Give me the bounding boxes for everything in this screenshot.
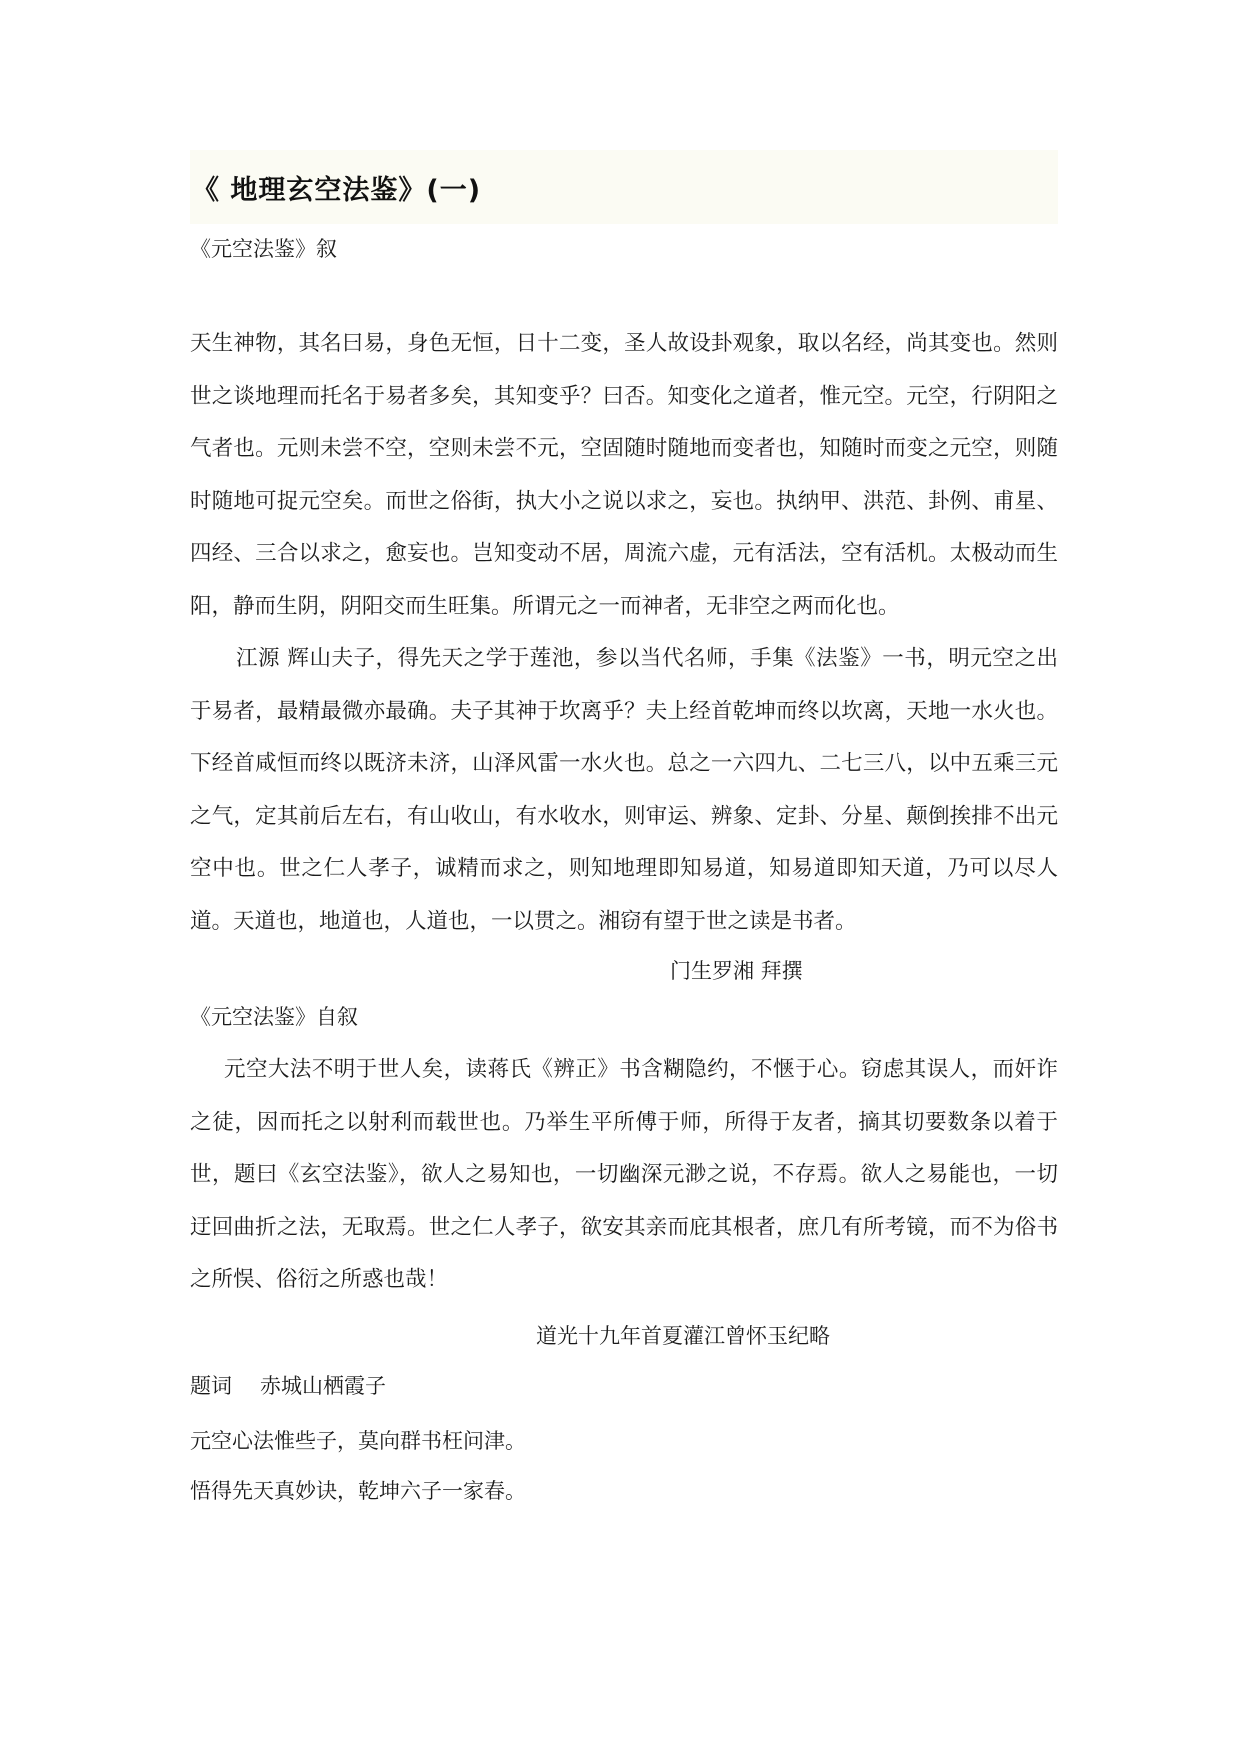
self-preface-signature: 道光十九年首夏灌江曾怀玉纪略 xyxy=(536,1323,830,1348)
self-preface-paragraph: 元空大法不明于世人矣，读蒋氏《辨正》书含糊隐约，不惬于心。窃虑其误人，而奸诈之徒，因而托之以射利而载世也。乃举生平所傅于师，所得于友者，摘其切要数条以着于世，题曰《玄空法鉴》，欲人之易知也，一切幽深元渺之说，不存焉。欲人之易能也，一切迂回曲折之法，无取焉。世之仁人孝子，欲安其亲而庇其根者，庶几有所考镜，而不为俗书之所悮、俗衍之所惑也哉！ xyxy=(190,1057,1058,1292)
verse-line-2: 悟得先天真妙诀，乾坤六子一家春。 xyxy=(190,1478,526,1503)
document-page xyxy=(190,150,1058,1508)
inscription-line xyxy=(190,1369,1058,1403)
inscription-label: 题词 xyxy=(190,1373,232,1398)
self-preface-heading: 《元空法鉴》自叙 xyxy=(190,1005,358,1029)
preface-signature: 门生罗湘 拜撰 xyxy=(670,959,803,983)
title-bar xyxy=(190,150,1058,224)
document-title: 《 地理玄空法鉴》(一) xyxy=(192,174,482,206)
preface-paragraph-2: 江源 辉山夫子，得先天之学于莲池，参以当代名师，手集《法鉴》一书，明元空之出于易者，最精最微亦最确。夫子其神于坎离乎？夫上经首乾坤而终以坎离，天地一水火也。下经首咸恒而终以既济未济，山泽风雷一水火也。总之一六四九、二七三八，以中五乘三元之气，定其前后左右，有山收山，有水收水，则审运、辨象、定卦、分星、颠倒挨排不出元空中也。世之仁人孝子，诚精而求之，则知地理即知易道，知易道即知天道，乃可以尽人道。天道也，地道也，人道也，一以贯之。湘窃有望于世之读是书者。 xyxy=(190,646,1058,934)
preface-heading: 《元空法鉴》叙 xyxy=(190,237,337,261)
preface-paragraph-1: 天生神物，其名曰易，身色无恒，日十二变，圣人故设卦观象，取以名经，尚其变也。然则世之谈地理而托名于易者多矣，其知变乎？曰否。知变化之道者，惟元空。元空，行阴阳之气者也。元则未尝不空，空则未尝不元，空固随时随地而变者也，知随时而变之元空，则随时随地可捉元空矣。而世之俗街，执大小之说以求之，妄也。执纳甲、洪范、卦例、甫星、四经、三合以求之，愈妄也。岂知变动不居，周流六虚，元有活法，空有活机。太极动而生阳，静而生阴，阴阳交而生旺集。所谓元之一而神者，无非空之两而化也。 xyxy=(190,331,1058,619)
inscription-author: 赤城山栖霞子 xyxy=(260,1373,386,1398)
verse-line-1: 元空心法惟些子，莫向群书枉问津。 xyxy=(190,1428,526,1453)
